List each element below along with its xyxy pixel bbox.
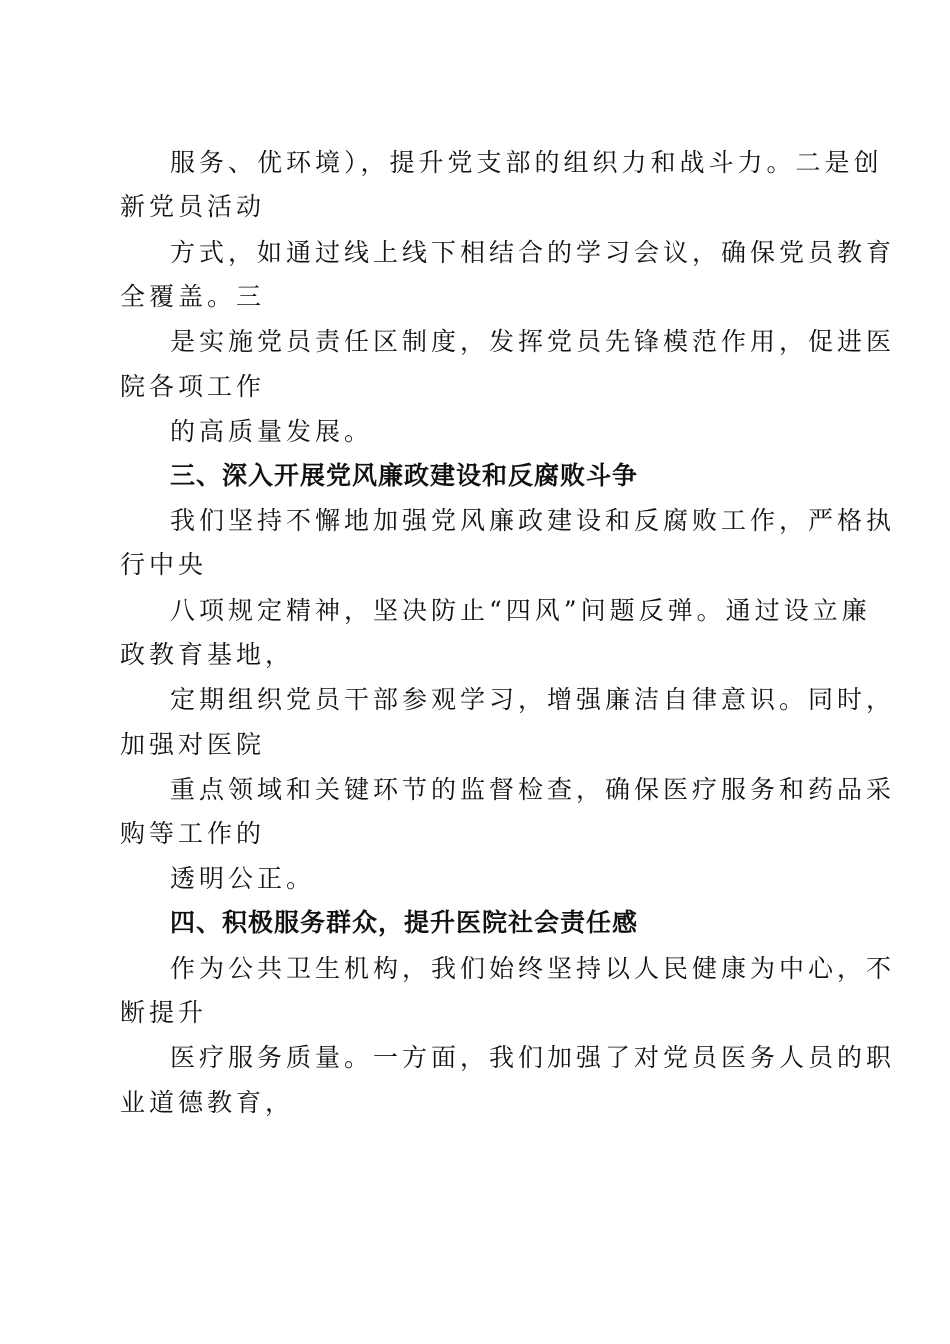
paragraph-line: 加强对医院	[120, 730, 266, 759]
paragraph-line: 业道德教育，	[120, 1088, 295, 1117]
paragraph-line: 院各项工作	[120, 372, 266, 401]
paragraph-line: 我们坚持不懈地加强党风廉政建设和反腐败工作，严格执	[170, 506, 896, 535]
paragraph-line: 政教育基地，	[120, 640, 295, 669]
paragraph-line: 全覆盖。三	[120, 282, 266, 311]
paragraph-line: 服务、优环境），提升党支部的组织力和战斗力。二是创	[170, 148, 883, 177]
paragraph-line: 重点领域和关键环节的监督检查，确保医疗服务和药品采	[170, 775, 896, 804]
paragraph-line: 医疗服务质量。一方面，我们加强了对党员医务人员的职	[170, 1043, 896, 1072]
paragraph-line: 透明公正。	[170, 864, 316, 893]
paragraph-line: 方式，如通过线上线下相结合的学习会议，确保党员教育	[170, 238, 896, 267]
paragraph-line: 行中央	[120, 550, 208, 579]
paragraph-line: 的高质量发展。	[170, 417, 374, 446]
paragraph-line: 断提升	[120, 998, 208, 1027]
section-heading: 四、积极服务群众，提升医院社会责任感	[170, 908, 639, 937]
paragraph-line: 新党员活动	[120, 192, 266, 221]
paragraph-line: 购等工作的	[120, 819, 266, 848]
paragraph-line: 八项规定精神，坚决防止“四风”问题反弹。通过设立廉	[170, 596, 871, 625]
section-heading: 三、深入开展党风廉政建设和反腐败斗争	[170, 461, 639, 490]
paragraph-line: 作为公共卫生机构，我们始终坚持以人民健康为中心，不	[170, 954, 896, 983]
paragraph-line: 是实施党员责任区制度，发挥党员先锋模范作用，促进医	[170, 327, 896, 356]
paragraph-line: 定期组织党员干部参观学习，增强廉洁自律意识。同时，	[170, 685, 896, 714]
